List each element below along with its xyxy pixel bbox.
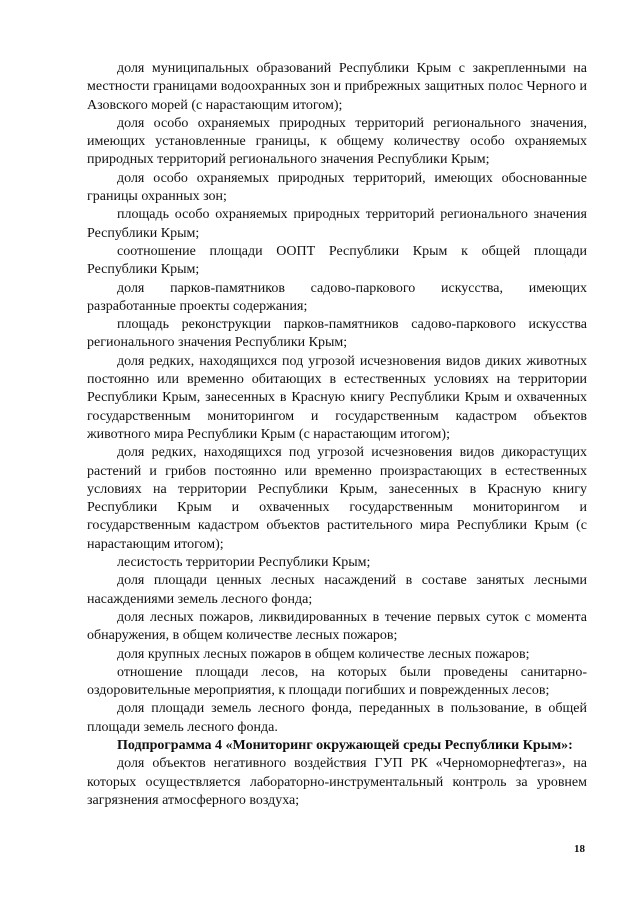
- indicator-paragraph: доля особо охраняемых природных территорий регионального значения, имеющих установленные границы, к общему количеству особо охраняемых природных территорий регионального значения Республики Крым;: [87, 115, 587, 168]
- indicator-paragraph: доля площади земель лесного фонда, переданных в пользование, в общей площади земель лесного фонда.: [87, 701, 587, 735]
- indicator-paragraph: доля крупных лесных пожаров в общем количестве лесных пожаров;: [117, 646, 530, 662]
- indicator-paragraph: доля лесных пожаров, ликвидированных в течение первых суток с момента обнаружения, в общем количестве лесных пожаров;: [87, 609, 587, 644]
- indicator-paragraph: доля особо охраняемых природных территорий, имеющих обоснованные границы охранных зон;: [87, 170, 587, 205]
- document-body: [87, 60, 587, 810]
- indicator-paragraph: доля объектов негативного воздействия ГУП РК «Черноморнефтегаз», на которых осуществляется лабораторно-инструментальный контроль за уровнем загрязнения атмосферного воздуха;: [87, 756, 587, 808]
- indicator-paragraph: соотношение площади ООПТ Республики Крым к общей площади Республики Крым;: [87, 243, 587, 278]
- indicator-paragraph: доля парков-памятников садово-паркового искусства, имеющих разработанные проекты содержания;: [87, 280, 587, 314]
- indicator-paragraph: отношение площади лесов, на которых были проведены санитарно-оздоровительные мероприятия, к площади погибших и поврежденных лесов;: [87, 664, 587, 699]
- indicator-paragraph: площадь особо охраняемых природных территорий регионального значения Республики Крым;: [87, 207, 587, 241]
- indicator-paragraph: доля муниципальных образований Республики Крым с закрепленными на местности границами водоохранных зон и прибрежных защитных полос Черного и Азовского морей (с нарастающим итогом);: [87, 61, 587, 113]
- page-number: 18: [574, 843, 585, 855]
- indicator-paragraph: площадь реконструкции парков-памятников садово-паркового искусства регионального значения Республики Крым;: [87, 317, 587, 351]
- indicator-paragraph: доля редких, находящихся под угрозой исчезновения видов диких животных постоянно или временно обитающих в естественных условиях на территории Республики Крым, занесенных в Красную книгу Республики Крым и охваченных государственным мониторингом и государственным кадастром объектов животного мира Республики Крым (с нарастающим итогом);: [87, 353, 587, 442]
- indicator-paragraph: лесистость территории Республики Крым;: [117, 555, 371, 571]
- indicator-paragraph: доля площади ценных лесных насаждений в составе занятых лесными насаждениями земель лесного фонда;: [87, 573, 587, 607]
- subprogram-heading: Подпрограмма 4 «Мониторинг окружающей среды Республики Крым»:: [117, 737, 573, 753]
- indicator-paragraph: доля редких, находящихся под угрозой исчезновения видов дикорастущих растений и грибов постоянно или временно произрастающих в естественных условиях на территории Республики Крым, занесенных в Красную книгу Республики Крым и охваченных государственным мониторингом и государственным кадастром объектов растительного мира Республики Крым (с нарастающим итогом);: [87, 445, 587, 552]
